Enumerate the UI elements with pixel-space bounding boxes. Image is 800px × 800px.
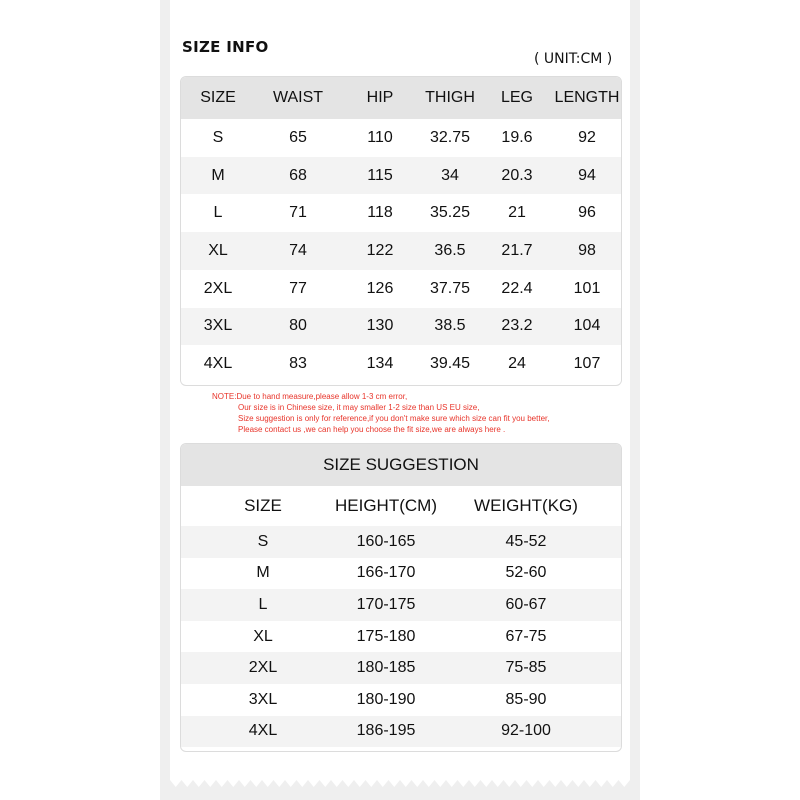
unit-label: ( UNIT:CM ) bbox=[534, 51, 613, 67]
table-cell: 134 bbox=[366, 355, 394, 373]
table-cell: 37.75 bbox=[429, 279, 471, 297]
table-cell: 71 bbox=[289, 204, 307, 222]
table-row bbox=[181, 308, 621, 346]
suggestion-row bbox=[181, 716, 621, 748]
table-cell: 166-170 bbox=[356, 564, 416, 582]
table-cell: 118 bbox=[367, 204, 393, 222]
table-cell: 180-185 bbox=[356, 659, 416, 677]
table-cell: 21 bbox=[508, 204, 526, 222]
table-cell: L bbox=[258, 595, 268, 613]
table-cell: 2XL bbox=[203, 279, 233, 297]
table-cell: 80 bbox=[289, 317, 307, 335]
table-cell: 92-100 bbox=[501, 722, 551, 740]
table-cell: 94 bbox=[578, 166, 596, 184]
table-cell: 65 bbox=[289, 128, 307, 146]
table-cell: 23.2 bbox=[501, 317, 533, 335]
table-cell: 68 bbox=[289, 166, 307, 184]
table-cell: 4XL bbox=[203, 355, 233, 373]
table-cell: 20.3 bbox=[501, 166, 533, 184]
table-cell: 104 bbox=[573, 317, 601, 335]
suggestion-row bbox=[181, 652, 621, 684]
table-cell: 21.7 bbox=[501, 241, 533, 259]
size-note bbox=[212, 391, 612, 435]
table-cell: 107 bbox=[573, 355, 601, 373]
table-cell: 4XL bbox=[248, 722, 278, 740]
section-title: SIZE INFO bbox=[182, 38, 269, 56]
header-cell: HIP bbox=[366, 89, 394, 106]
table-cell: M bbox=[211, 166, 225, 184]
table-cell: 2XL bbox=[248, 659, 278, 677]
table-cell: 32.75 bbox=[429, 128, 471, 146]
table-cell: 60-67 bbox=[505, 595, 547, 613]
header-cell: WEIGHT(KG) bbox=[474, 496, 578, 515]
table-cell: 101 bbox=[573, 279, 601, 297]
table-cell: 122 bbox=[366, 241, 394, 259]
table-cell: 175-180 bbox=[356, 627, 416, 645]
header-cell: THIGH bbox=[425, 89, 475, 106]
table-cell: S bbox=[257, 532, 269, 550]
table-cell: 67-75 bbox=[505, 627, 547, 645]
note-line: NOTE:Due to hand measure,please allow 1-3 cm error, bbox=[212, 392, 408, 401]
table-cell: 24 bbox=[508, 355, 526, 373]
table-row bbox=[181, 345, 621, 383]
table-cell: 39.45 bbox=[429, 355, 471, 373]
size-suggestion-table bbox=[180, 443, 622, 752]
table-row bbox=[181, 157, 621, 195]
table-cell: 38.5 bbox=[434, 317, 466, 335]
table-cell: 52-60 bbox=[505, 564, 547, 582]
suggestion-header-row bbox=[181, 486, 621, 526]
table-cell: 3XL bbox=[248, 690, 278, 708]
zigzag-edge bbox=[170, 772, 630, 788]
table-cell: XL bbox=[208, 241, 228, 259]
header-cell: HEIGHT(CM) bbox=[335, 496, 437, 515]
table-cell: 110 bbox=[367, 128, 393, 146]
suggestion-row bbox=[181, 589, 621, 621]
table-cell: 115 bbox=[367, 166, 393, 184]
suggestion-row bbox=[181, 526, 621, 558]
table-cell: 77 bbox=[289, 279, 307, 297]
table-header-row bbox=[181, 77, 621, 119]
header-cell: LEG bbox=[500, 89, 533, 106]
header-cell: SIZE bbox=[200, 89, 236, 106]
suggestion-title: SIZE SUGGESTION bbox=[181, 444, 621, 486]
note-line: Our size is in Chinese size, it may smaller 1-2 size than US EU size, bbox=[238, 403, 480, 412]
table-cell: 126 bbox=[366, 279, 394, 297]
table-cell: 170-175 bbox=[356, 595, 416, 613]
table-cell: 92 bbox=[578, 128, 596, 146]
table-cell: L bbox=[213, 204, 223, 222]
table-cell: 22.4 bbox=[501, 279, 533, 297]
table-cell: S bbox=[212, 128, 224, 146]
table-cell: 19.6 bbox=[501, 128, 533, 146]
table-cell: 3XL bbox=[203, 317, 233, 335]
suggestion-row bbox=[181, 684, 621, 716]
table-row bbox=[181, 270, 621, 308]
size-info-table bbox=[180, 76, 622, 386]
table-cell: 34 bbox=[441, 166, 459, 184]
table-cell: M bbox=[256, 564, 270, 582]
table-cell: 98 bbox=[578, 241, 596, 259]
table-row bbox=[181, 119, 621, 157]
table-cell: 36.5 bbox=[434, 241, 466, 259]
note-line: Size suggestion is only for reference,if you don't make sure which size can fit you better, bbox=[238, 414, 550, 423]
table-cell: 35.25 bbox=[429, 204, 471, 222]
table-cell: 96 bbox=[578, 204, 596, 222]
table-cell: 180-190 bbox=[356, 690, 416, 708]
table-cell: 85-90 bbox=[505, 690, 547, 708]
table-cell: 160-165 bbox=[356, 532, 416, 550]
table-cell: 130 bbox=[366, 317, 394, 335]
note-line: Please contact us ,we can help you choose the fit size,we are always here . bbox=[238, 425, 506, 434]
table-cell: 45-52 bbox=[505, 532, 547, 550]
table-row bbox=[181, 194, 621, 232]
table-cell: 75-85 bbox=[505, 659, 547, 677]
header-cell: SIZE bbox=[244, 496, 282, 515]
suggestion-row bbox=[181, 621, 621, 653]
table-cell: 83 bbox=[289, 355, 307, 373]
header-cell: LENGTH bbox=[554, 89, 620, 106]
suggestion-row bbox=[181, 558, 621, 590]
table-cell: 186-195 bbox=[356, 722, 416, 740]
table-cell: 74 bbox=[289, 241, 307, 259]
table-row bbox=[181, 232, 621, 270]
header-cell: WAIST bbox=[272, 89, 324, 106]
table-cell: XL bbox=[253, 627, 273, 645]
